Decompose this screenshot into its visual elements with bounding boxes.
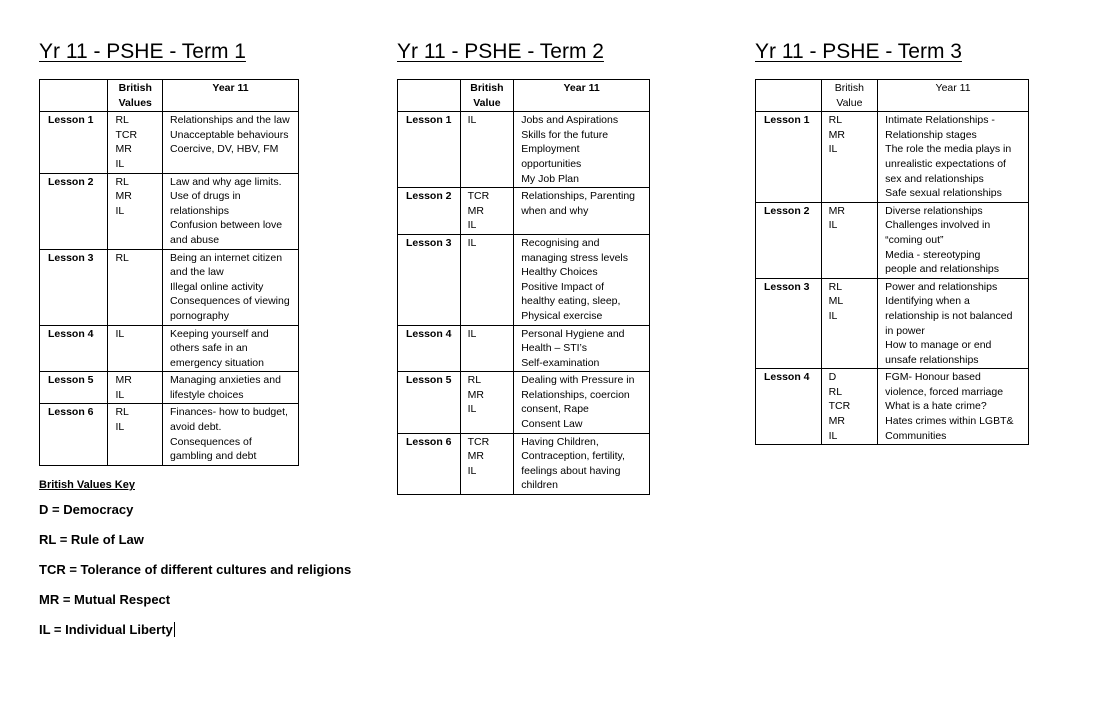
british-value-code: RL (828, 280, 843, 293)
topic-line: Confusion between love (170, 219, 283, 232)
british-value-code: RL (115, 114, 129, 127)
table-row (40, 249, 299, 325)
british-value-code: MR (828, 128, 845, 141)
british-value-code: IL (467, 327, 477, 340)
british-value-code: ML (828, 295, 844, 308)
topic-line: Consequences of (170, 435, 252, 448)
topic-line: Personal Hygiene and (521, 327, 625, 340)
british-values-cell (821, 369, 878, 445)
lesson-table (39, 79, 299, 466)
topic-line: Hates crimes within LGBT& (885, 415, 1014, 428)
lesson-rows (40, 112, 299, 466)
british-value-code: D (828, 371, 837, 384)
topic-line: Contraception, fertility, (521, 450, 625, 463)
topic-line: Intimate Relationships - (885, 114, 995, 127)
table-row (756, 202, 1029, 278)
british-values-cell (821, 278, 878, 369)
british-value-code: IL (115, 388, 125, 401)
british-value-code: MR (115, 190, 132, 203)
header-british-values: British Values (108, 80, 163, 112)
table-row (40, 404, 299, 465)
topic-line: Dealing with Pressure in (521, 374, 635, 387)
british-value-code: IL (467, 403, 477, 416)
topic-line: and abuse (170, 233, 220, 246)
term-1-section (39, 38, 299, 466)
key-item-mutual-respect: MR = Mutual Respect (39, 592, 171, 607)
topic-line: Use of drugs in (170, 190, 241, 203)
topic-line: Finances- how to budget, (170, 406, 288, 419)
topics-cell (514, 372, 650, 433)
topic-line: Law and why age limits. (170, 175, 282, 188)
lesson-label: Lesson 1 (398, 112, 461, 188)
topics-cell (878, 202, 1029, 278)
header-blank (40, 80, 108, 112)
british-value-code: RL (115, 251, 129, 264)
british-value-code: IL (115, 157, 125, 170)
topic-line: The role the media plays in (885, 143, 1012, 156)
topic-line: Media - stereotyping (885, 248, 981, 261)
term-title: Yr 11 - PSHE - Term 2 (397, 40, 604, 63)
table-header-row (398, 80, 650, 112)
table-row (40, 372, 299, 404)
topic-line: feelings about having (521, 464, 621, 477)
key-item-democracy: D = Democracy (39, 502, 134, 517)
topic-line: Recognising and (521, 236, 600, 249)
topic-line: managing stress levels (521, 251, 628, 264)
british-value-code: IL (828, 309, 838, 322)
topic-line: Relationship stages (885, 128, 977, 141)
topics-cell (514, 188, 650, 235)
topic-line: Challenges involved in (885, 219, 991, 232)
british-values-cell (821, 202, 878, 278)
topic-line: What is a hate crime? (885, 400, 987, 413)
topic-line: Safe sexual relationships (885, 187, 1002, 200)
british-value-code: MR (467, 450, 484, 463)
british-value-code: IL (467, 219, 477, 232)
topic-line: gambling and debt (170, 450, 257, 463)
british-value-code: MR (828, 415, 845, 428)
lesson-label: Lesson 3 (756, 278, 822, 369)
term-2-section (397, 38, 650, 495)
table-row (398, 112, 650, 188)
british-values-cell (108, 173, 163, 249)
british-values-cell (460, 234, 514, 325)
topics-cell (514, 112, 650, 188)
topic-line: Relationships, coercion (521, 388, 630, 401)
british-value-code: IL (828, 143, 838, 156)
topic-line: Consequences of viewing (170, 295, 290, 308)
lesson-rows (756, 112, 1029, 445)
key-title: British Values Key (39, 479, 135, 491)
british-values-cell (108, 372, 163, 404)
topic-line: Health – STI’s (521, 342, 587, 355)
british-value-code: RL (115, 406, 129, 419)
header-british-values: British Value (460, 80, 514, 112)
topic-line: Positive Impact of (521, 280, 605, 293)
british-value-code: MR (115, 143, 132, 156)
british-values-cell (460, 112, 514, 188)
british-value-code: MR (828, 204, 845, 217)
british-values-cell (460, 325, 514, 372)
topic-line: Employment (521, 143, 580, 156)
topic-line: Coercive, DV, HBV, FM (170, 143, 279, 156)
table-row (398, 188, 650, 235)
table-row (756, 278, 1029, 369)
topics-cell (878, 278, 1029, 369)
table-header-row (756, 80, 1029, 112)
topic-line: in power (885, 324, 925, 337)
key-item-individual-liberty: IL = Individual Liberty (39, 622, 173, 637)
topic-line: Illegal online activity (170, 280, 264, 293)
topics-cell (163, 325, 299, 372)
lesson-label: Lesson 4 (756, 369, 822, 445)
topic-line: “coming out” (885, 233, 944, 246)
lesson-label: Lesson 2 (40, 173, 108, 249)
british-value-code: MR (467, 204, 484, 217)
topics-cell (514, 234, 650, 325)
topics-cell (514, 325, 650, 372)
lesson-table (755, 79, 1029, 445)
topics-cell (878, 112, 1029, 203)
topic-line: unrealistic expectations of (885, 157, 1006, 170)
topics-cell (163, 404, 299, 465)
table-row (398, 325, 650, 372)
topics-cell (878, 369, 1029, 445)
british-values-cell (108, 404, 163, 465)
key-item-rule-of-law: RL = Rule of Law (39, 532, 144, 547)
topic-line: How to manage or end (885, 339, 992, 352)
lesson-label: Lesson 4 (40, 325, 108, 372)
british-value-code: IL (115, 421, 125, 434)
british-values-cell (108, 249, 163, 325)
topic-line: Healthy Choices (521, 266, 598, 279)
header-blank (398, 80, 461, 112)
topic-line: Keeping yourself and (170, 327, 269, 340)
topic-line: Being an internet citizen (170, 251, 283, 264)
topic-line: relationships (170, 204, 229, 217)
topic-line: Jobs and Aspirations (521, 114, 619, 127)
header-blank (756, 80, 822, 112)
topics-cell (163, 112, 299, 173)
lesson-label: Lesson 5 (40, 372, 108, 404)
table-row (398, 234, 650, 325)
topic-line: Self-examination (521, 356, 600, 369)
table-row (398, 372, 650, 433)
header-year: Year 11 (163, 80, 299, 112)
lesson-label: Lesson 2 (756, 202, 822, 278)
british-value-code: IL (115, 327, 125, 340)
british-value-code: TCR (467, 190, 490, 203)
topic-line: and the law (170, 266, 224, 279)
lesson-label: Lesson 1 (40, 112, 108, 173)
lesson-label: Lesson 2 (398, 188, 461, 235)
topics-cell (163, 173, 299, 249)
topic-line: My Job Plan (521, 172, 579, 185)
topic-line: Relationships and the law (170, 114, 290, 127)
topics-cell (163, 372, 299, 404)
british-values-key (39, 478, 351, 652)
topics-cell (514, 433, 650, 494)
topic-line: when and why (521, 204, 589, 217)
header-year: Year 11 (878, 80, 1029, 112)
table-row (40, 325, 299, 372)
topic-line: relationship is not balanced (885, 309, 1013, 322)
topic-line: people and relationships (885, 263, 999, 276)
topic-line: children (521, 479, 558, 492)
topic-line: unsafe relationships (885, 353, 979, 366)
british-value-code: MR (115, 374, 132, 387)
term-3-section (755, 38, 1029, 445)
topic-line: Diverse relationships (885, 204, 983, 217)
key-item-tolerance: TCR = Tolerance of different cultures and religions (39, 562, 352, 577)
header-year: Year 11 (514, 80, 650, 112)
term-title: Yr 11 - PSHE - Term 3 (755, 40, 962, 63)
lesson-rows (398, 112, 650, 495)
topic-line: opportunities (521, 157, 582, 170)
topic-line: Unacceptable behaviours (170, 128, 289, 141)
lesson-label: Lesson 5 (398, 372, 461, 433)
topic-line: healthy eating, sleep, (521, 295, 621, 308)
term-title: Yr 11 - PSHE - Term 1 (39, 40, 246, 63)
table-row (756, 112, 1029, 203)
topic-line: pornography (170, 309, 229, 322)
british-value-code: IL (828, 429, 838, 442)
topic-line: Communities (885, 429, 947, 442)
topic-line: Managing anxieties and (170, 374, 281, 387)
topic-line: Having Children, (521, 435, 599, 448)
lesson-label: Lesson 3 (40, 249, 108, 325)
topic-line: FGM- Honour based (885, 371, 981, 384)
british-value-code: TCR (115, 128, 138, 141)
topic-line: others safe in an (170, 342, 248, 355)
topic-line: emergency situation (170, 356, 264, 369)
british-value-code: RL (115, 175, 129, 188)
topic-line: Relationships, Parenting (521, 190, 636, 203)
topic-line: lifestyle choices (170, 388, 244, 401)
british-value-code: IL (467, 464, 477, 477)
topic-line: consent, Rape (521, 403, 589, 416)
lesson-label: Lesson 3 (398, 234, 461, 325)
lesson-table (397, 79, 650, 495)
british-values-cell (108, 325, 163, 372)
british-values-cell (821, 112, 878, 203)
topic-line: avoid debt. (170, 421, 222, 434)
british-value-code: IL (467, 236, 477, 249)
table-row (40, 112, 299, 173)
british-values-cell (460, 372, 514, 433)
lesson-label: Lesson 1 (756, 112, 822, 203)
lesson-label: Lesson 4 (398, 325, 461, 372)
topic-line: Consent Law (521, 418, 583, 431)
british-value-code: RL (828, 385, 843, 398)
header-british-values: British Value (821, 80, 878, 112)
british-value-code: RL (467, 374, 482, 387)
british-values-cell (108, 112, 163, 173)
text-cursor[interactable] (174, 622, 175, 637)
british-value-code: MR (467, 388, 484, 401)
british-value-code: IL (828, 219, 838, 232)
table-row (756, 369, 1029, 445)
british-value-code: TCR (467, 435, 490, 448)
lesson-label: Lesson 6 (40, 404, 108, 465)
table-row (40, 173, 299, 249)
table-header-row (40, 80, 299, 112)
topic-line: sex and relationships (885, 172, 984, 185)
topic-line: Power and relationships (885, 280, 998, 293)
lesson-label: Lesson 6 (398, 433, 461, 494)
table-row (398, 433, 650, 494)
topic-line: Skills for the future (521, 128, 609, 141)
topic-line: Identifying when a (885, 295, 970, 308)
british-value-code: IL (115, 204, 125, 217)
topic-line: violence, forced marriage (885, 385, 1004, 398)
british-value-code: RL (828, 114, 843, 127)
topic-line: Physical exercise (521, 309, 603, 322)
british-values-cell (460, 433, 514, 494)
british-values-cell (460, 188, 514, 235)
topics-cell (163, 249, 299, 325)
british-value-code: TCR (828, 400, 851, 413)
british-value-code: IL (467, 114, 477, 127)
